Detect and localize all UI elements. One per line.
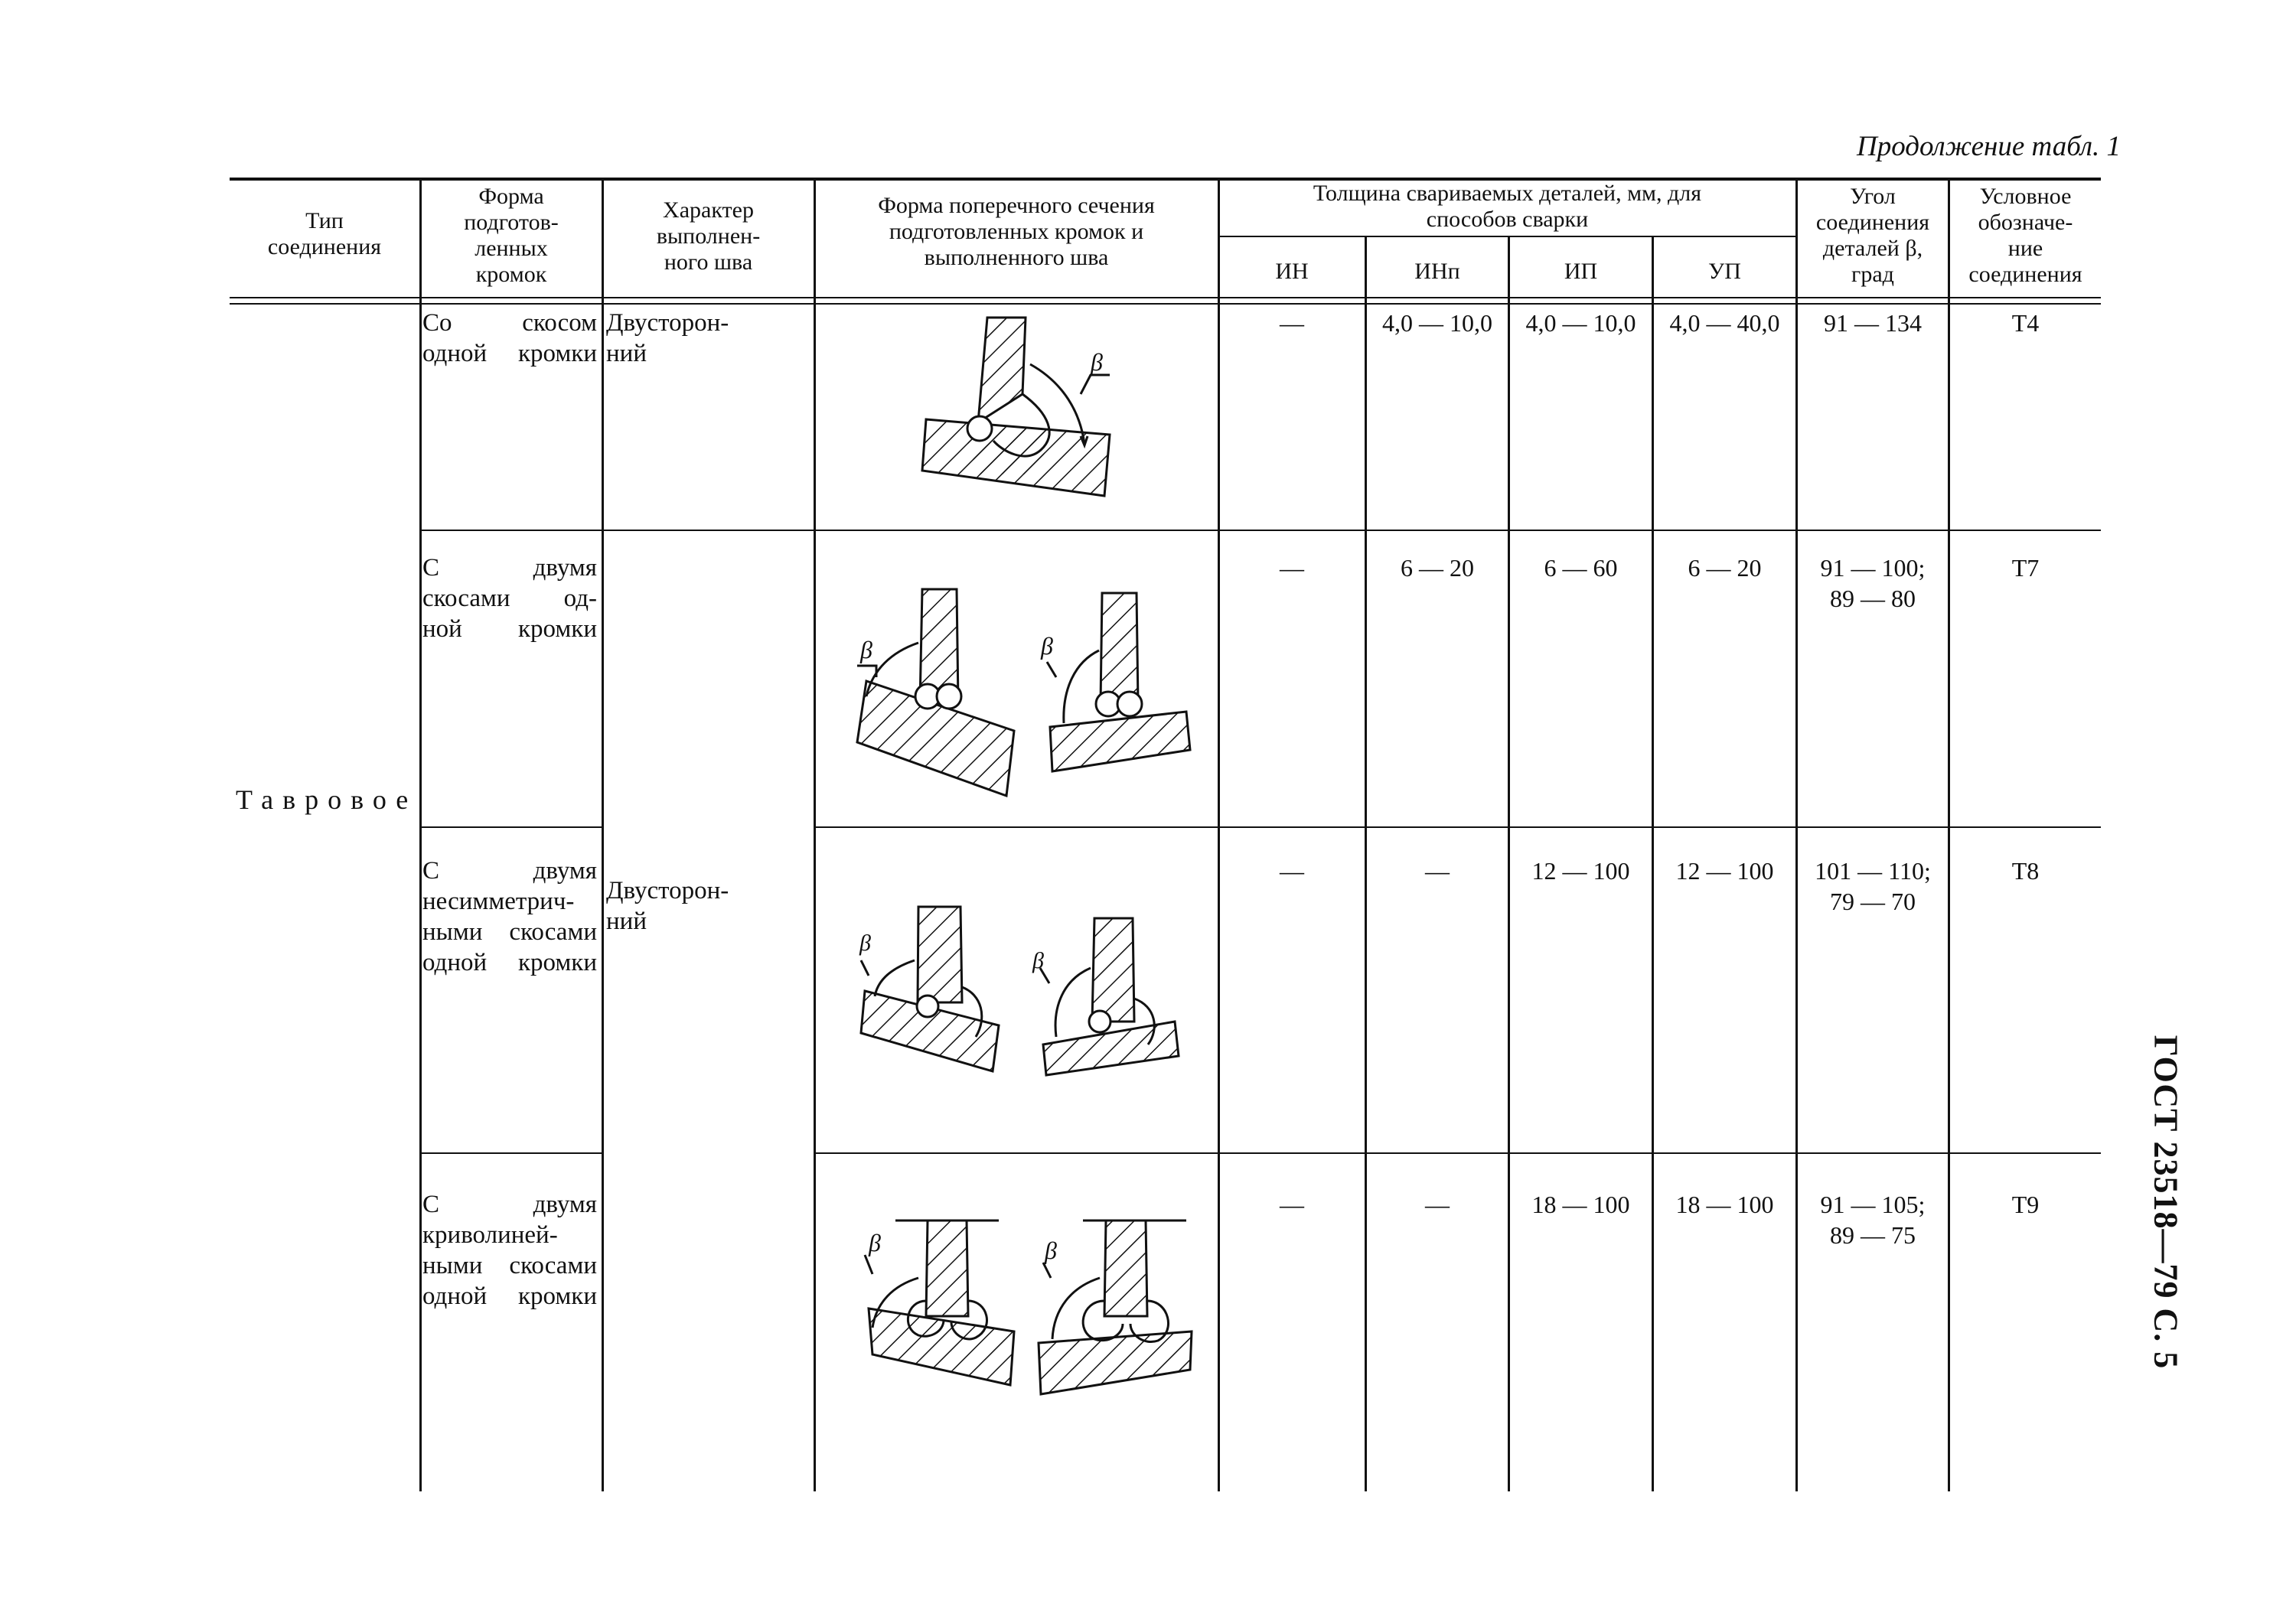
thickness-subheader-rule <box>1218 236 1795 237</box>
row3-edge-rule <box>419 1152 603 1154</box>
row3-edge-form: С двумя несимметрич- ными скосами одной кромки <box>422 857 597 976</box>
row4-in: — <box>1280 1191 1304 1218</box>
row2-inp: 6 — 20 <box>1401 554 1474 582</box>
row3-weld-diagram-right <box>1029 914 1198 1090</box>
table-top-rule <box>230 178 2101 181</box>
beta-label: β <box>1032 948 1044 973</box>
header-method-ip: ИП <box>1564 259 1598 284</box>
row2-bottom-rule <box>814 826 2101 828</box>
header-cross-section: Форма поперечного сечения подготовленных кромок и выполненного шва <box>878 193 1155 270</box>
header-method-up: УП <box>1708 259 1741 284</box>
row3-bottom-rule <box>814 1152 2101 1154</box>
row2-weld-diagram-left <box>850 582 1026 803</box>
row1-in: — <box>1280 309 1304 337</box>
row2-angle: 91 — 100; 89 — 80 <box>1820 554 1926 612</box>
document-side-label: ГОСТ 23518—79 С. 5 <box>2147 1035 2185 1370</box>
row4-ip: 18 — 100 <box>1531 1191 1630 1218</box>
row2-designation: Т7 <box>2011 554 2040 582</box>
header-bottom-rule-double <box>230 303 2101 305</box>
header-thickness: Толщина свариваемых деталей, мм, для способов сварки <box>1313 181 1702 232</box>
header-bottom-rule <box>230 297 2101 298</box>
row1-seam-character: Двусторон- ний <box>606 309 729 367</box>
beta-label: β <box>859 930 871 956</box>
header-method-inp: ИНп <box>1414 259 1460 284</box>
row4-weld-diagram-right <box>1029 1217 1205 1408</box>
col-rule-1 <box>419 179 422 1491</box>
row2-weld-diagram-right <box>1041 589 1209 788</box>
row4-edge-form: С двумя криволиней- ными скосами одной кромки <box>422 1191 597 1310</box>
joint-type-label: Тавровое <box>236 784 418 815</box>
rows2-4-seam-character: Двусторон- ний <box>606 877 729 935</box>
col-rule-2 <box>602 179 604 1491</box>
col-rule-8 <box>1795 179 1798 1491</box>
col-rule-9 <box>1948 179 1950 1491</box>
row2-edge-form: С двумя скосами од- ной кромки <box>422 554 597 643</box>
header-method-in: ИН <box>1275 259 1309 284</box>
row2-up: 6 — 20 <box>1688 554 1762 582</box>
row3-inp: — <box>1425 857 1450 885</box>
row3-in: — <box>1280 857 1304 885</box>
beta-label: β <box>1091 348 1103 376</box>
row1-edge-form: Со скосом одной кромки <box>422 309 597 367</box>
beta-label: β <box>1045 1237 1057 1264</box>
row1-designation: Т4 <box>2011 309 2040 337</box>
header-edge-form: Форма подготов- ленных кромок <box>464 184 559 287</box>
row4-designation: Т9 <box>2011 1191 2040 1218</box>
beta-label: β <box>869 1229 881 1256</box>
row4-weld-diagram-left <box>853 1209 1022 1408</box>
row3-angle: 101 — 110; 79 — 70 <box>1815 857 1931 915</box>
row1-angle: 91 — 134 <box>1824 309 1922 337</box>
row3-ip: 12 — 100 <box>1531 857 1630 885</box>
header-type: Тип соединения <box>267 208 382 259</box>
row1-up: 4,0 — 40,0 <box>1669 309 1780 337</box>
header-designation: Условное обозначе- ние соединения <box>1968 184 2082 287</box>
row4-angle: 91 — 105; 89 — 75 <box>1820 1191 1926 1249</box>
row3-up: 12 — 100 <box>1675 857 1774 885</box>
row4-inp: — <box>1425 1191 1450 1218</box>
row2-ip: 6 — 60 <box>1544 554 1618 582</box>
continuation-label: Продолжение табл. 1 <box>1857 131 2122 162</box>
header-angle: Угол соединения деталей β, град <box>1815 184 1930 287</box>
row3-weld-diagram-left <box>853 903 1022 1087</box>
row1-ip: 4,0 — 10,0 <box>1525 309 1636 337</box>
row2-edge-rule <box>419 826 603 828</box>
row2-in: — <box>1280 554 1304 582</box>
row3-designation: Т8 <box>2011 857 2040 885</box>
col-rule-4 <box>1218 179 1220 1491</box>
row4-up: 18 — 100 <box>1675 1191 1774 1218</box>
header-seam-character: Характер выполнен- ного шва <box>656 197 761 275</box>
beta-label: β <box>1041 632 1053 660</box>
row1-weld-diagram <box>880 314 1133 513</box>
row1-inp: 4,0 — 10,0 <box>1382 309 1492 337</box>
beta-label: β <box>860 636 872 663</box>
row1-bottom-rule <box>419 530 2101 531</box>
col-rule-3 <box>814 179 816 1491</box>
